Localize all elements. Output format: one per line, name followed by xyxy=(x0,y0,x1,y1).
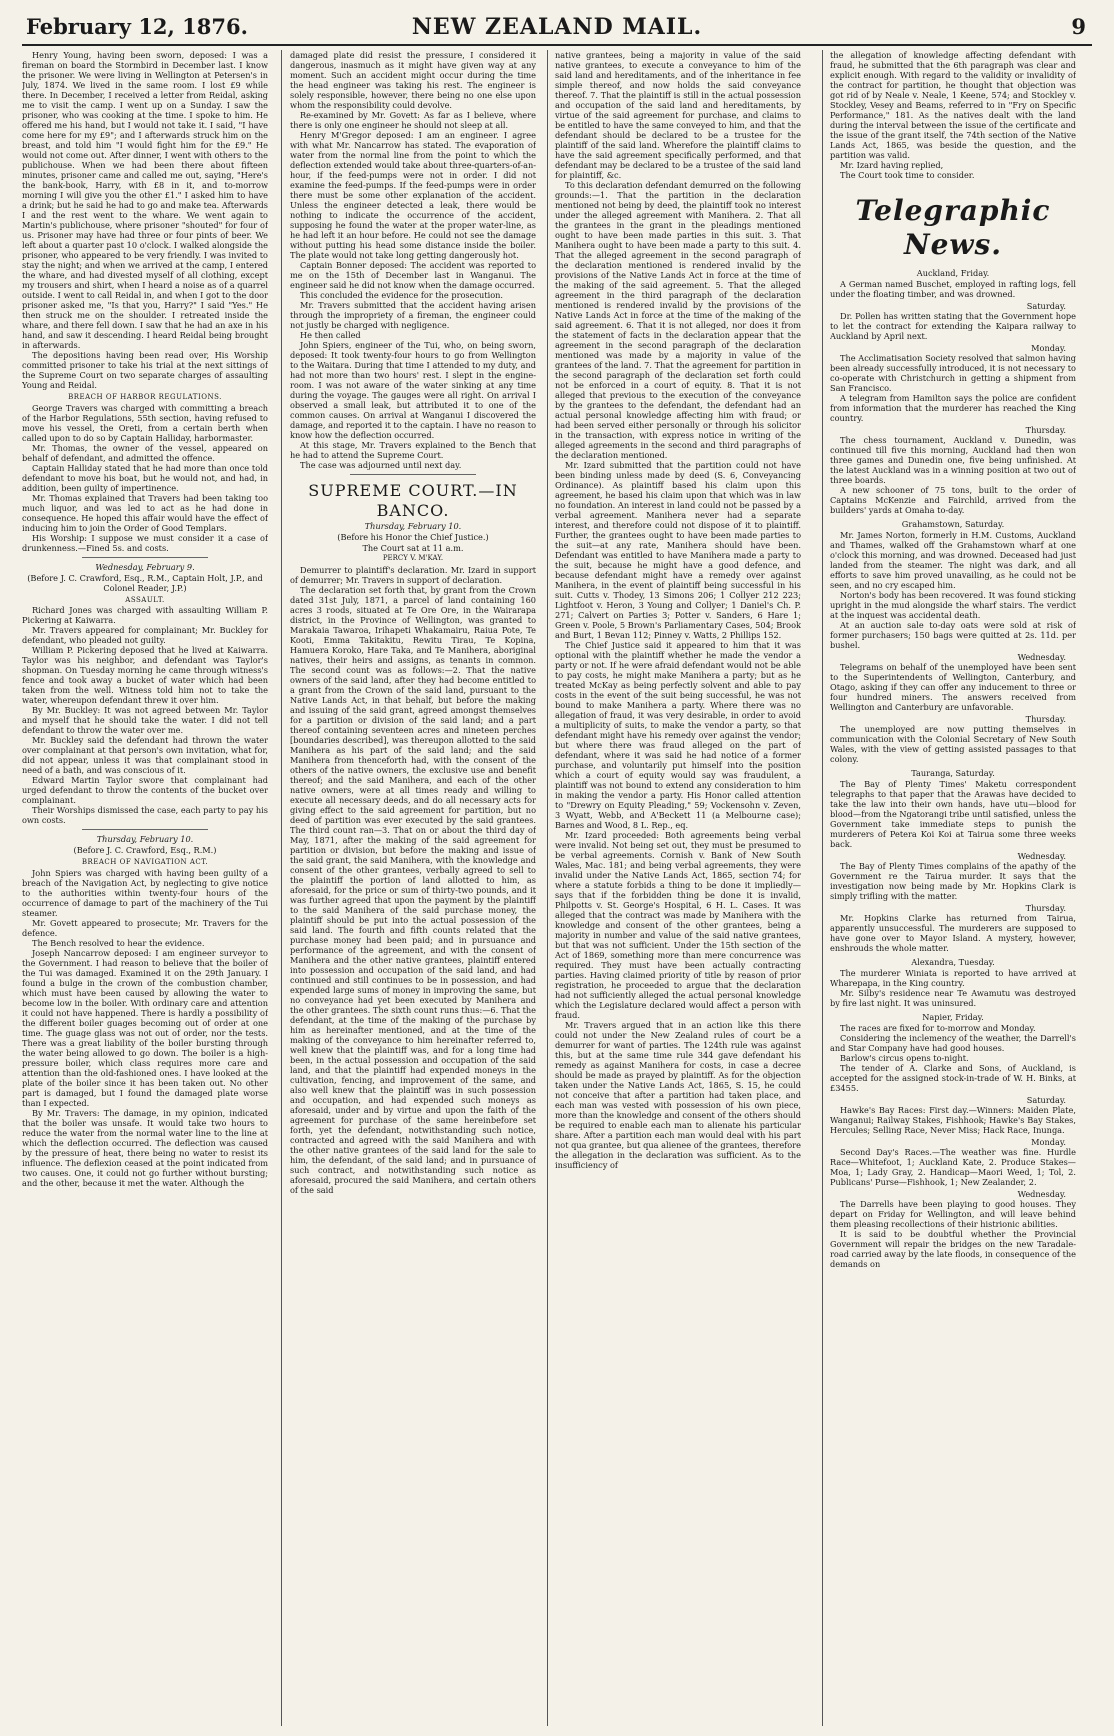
day-heading: Saturday. xyxy=(1026,301,1066,312)
day-heading: Thursday. xyxy=(1025,903,1066,914)
paragraph: The Bench resolved to hear the evidence. xyxy=(32,937,205,948)
bench-heading: (Before J. C. Crawford, Esq., R.M., Captain Holt, J.P., and Colonel Reader, J.P.) xyxy=(27,572,263,593)
paragraph: The Acclimatisation Society resolved that salmon having been already successfully introduced, it is not necessary to co-operate with Christchurch in getting a shipment from San Francisco. xyxy=(830,353,1076,394)
paragraph: The tender of A. Clarke and Sons, of Auckland, is accepted for the assigned stock-in-trade of W. H. Binks, at £3455. xyxy=(830,1063,1076,1094)
issue-date: February 12, 1876. xyxy=(26,14,248,39)
paragraph: Mr. Govett appeared to prosecute; Mr. Travers for the defence. xyxy=(22,917,268,938)
divider xyxy=(82,829,208,830)
paragraph: Dr. Pollen has written stating that the Government hope to let the contract for extending the Kaipara railway to Auckland by April next. xyxy=(830,311,1076,342)
paragraph: William P. Pickering deposed that he lived at Kaiwarra. Taylor was his neighbor, and defendant was Taylor's shopman. On Tuesday morning he came through witness's fence and took away a bucket of water which had been taken from the well. Witness told him not to take the water, whereupon defendant threw it over him. xyxy=(22,645,268,706)
paragraph: By Mr. Travers: The damage, in my opinion, indicated that the boiler was unsafe. It would take two hours to reduce the water from the normal water line to the line at which the deflection occurred. The deflection was caused by the pressure of heat, there being no water to resist its influence. The deflexion ceased at the point indicated from two causes. One, it could not go further without bursting; and the other, because it met the water. Although the xyxy=(22,1107,268,1188)
paragraph: The declaration set forth that, by grant from the Crown dated 31st July, 1871, a parcel of land containing 160 acres 3 roods, situated at Te Ore Ore, in the Wairarapa district, in the Province of Wellington, was granted to Marakaia Tawaroa, Irihapeti Whakamairu, Raiua Pote, Te Kooti, Emma Takitakitu, Rewitu Tirau, Te Kopina, Hamuera Koroko, Hare Taka, and Te Manihera, aboriginal natives, their heirs and assigns, as tenants in common. The second count was as follows:—2. That the native owners of the said land, after they had become entitled to a grant from the Crown of the said land, pursuant to the Native Lands Act, in that behalf, but before the making and issuing of the said grant, agreed amongst themselves for a partition or division of the said land; and a part thereof containing seventeen acres and nineteen perches [boundaries described], was thereupon allotted to the said Manihera as his part of the said land; and the said Manihera from thenceforth had, with the consent of the others of the native owners, the exclusive use and benefit thereof; and the said Manihera, and each of the other native owners, were at all times ready and willing to execute all necessary deeds, and do all necessary acts for giving effect to the said agreement for partition, but no deed of partition was ever executed by the said grantees. The third count ran—3. That on or about the third day of May, 1871, after the making of the said agreement for partition or division, but before the making and issue of the said grant, the said Manihera, with the knowledge and consent of the other grantees, verbally agreed to sell to the plaintiff the portion of land allotted to him, as aforesaid, for the price or sum of thirty-two pounds, and it was further agreed that upon the payment by the plaintiff to the said Manihera of the said purchase money, the plaintiff should be put into the actual possession of the said land. The fourth and fifth counts related that the purchase money had been paid; and in pursuance and performance of the agreement, and with the consent of Manihera and the other native grantees, plaintiff entered into possession and occupation of the said land, and had continued and still continues to be in possession, and had expended large sums of money in improving the same, but no conveyance had yet been executed by Manihera and the other grantees. The sixth count runs thus:—6. That the defendant, at the time of the making of the purchase by him as hereinafter mentioned, and at the time of the making of the conveyance to him hereinafter referred to, well knew that the plaintiff was, and for a long time had been, in the actual possession and occupation of the said land, and that the plaintiff had expended moneys in the cultivation, fencing, and improvement of the same, and also well knew that the plaintiff was in such possession and occupation, and had expended such moneys as aforesaid, under and by virtue and upon the faith of the agreement for purchase of the same hereinbefore set forth, yet the defendant, notwithstanding such notice, contracted and agreed with the said Manihera and with the other native grantees of the said land for the sale to him, the defendant, of the said land; and in pursuance of such contract, and notwithstanding such notice as aforesaid, procured the said Manihera, and certain others of the said xyxy=(290,584,536,1195)
day-heading: Thursday. xyxy=(1025,425,1066,436)
paragraph: Mr. Thomas explained that Travers had been taking too much liquor, and was led to act as he had done in consequence. He hoped this affair would have the effect of inducing him to join the Order of Good Templars. xyxy=(22,492,268,533)
column-4 xyxy=(830,50,1076,1726)
dateline: Auckland, Friday. xyxy=(916,268,990,279)
column-rule xyxy=(281,50,282,1726)
paragraph: His Worship: I suppose we must consider it a case of drunkenness.—Fined 5s. and costs. xyxy=(22,532,268,553)
paragraph: The Chief Justice said it appeared to him that it was optional with the plaintiff whether he made the vendor a party or not. If he were afraid defendant would not be able to pay costs, he might make Manihera a party; but as he treated McKay as being perfectly solvent and able to pay costs in the event of the suit being successful, he was not bound to make Manihera a party. Where there was no allegation of fraud, it was very desirable, in order to avoid a multiplicity of suits, to make the vendor a party, so that defendant might have his remedy over against the vendor; but where there was fraud alleged on the part of defendant, where it was said he had notice of a former purchase, and voluntarily put himself into the position which a court of equity would say was fraudulent, a plaintiff was not bound to extend any consideration to him in making the vendor a party. His Honor called attention to "Drewry on Equity Pleading," 59; Vockensohn v. Zeven, 3 Wyatt, Webb, and A'Beckett 11 (a Melbourne case); Barnes and Wood, 8 L. Rep., eq. xyxy=(555,640,801,830)
paragraph: The Court took time to consider. xyxy=(840,170,975,180)
page-number: 9 xyxy=(1071,14,1086,39)
paragraph: Mr. Travers argued that in an action like this there could not under the New Zealand rules of court be a demurrer for want of parties. The 124th rule was against this, but at the same time rule 344 gave defendant his remedy as against Manihera for costs, in case a decree should be made as prayed by plaintiff. As for the objection taken under the Native Lands Act, 1865, S. 15, he could not conceive that after a partition had taken place, and each man was vested with possession of his own piece, more than the knowledge and consent of the others should be required to enable each man to alienate his particular share. After a partition each man would deal with his part not qua grantee, but qua alienee of the grantees, therefore the allegation in the declaration was sufficient. As to the insufficiency of xyxy=(555,1020,801,1170)
paragraph: Mr. Izard submitted that the partition could not have been binding unless made by deed (S. 6, Conveyancing Ordinance). As plaintiff based his claim upon this agreement, he based his claim upon that which was in law no foundation. An interest in land could not be passed by a verbal agreement. Manihera never had a separate interest, and therefore could not dispose of it to plaintiff. Further, the grantees ought to have been made parties to the suit—at any rate, Manihera should have been. Defendant was entitled to have Manihera made a party to the suit, because he might have a good defence, and because defendant might have a remedy over against Manihera, in the event of plaintiff being successful in his suit. Cutts v. Thodey, 13 Simons 206; 1 Collyer 212 223; Lightfoot v. Heron, 3 Young and Collyer; 1 Daniel's Ch. P. 271; Calvert on Parties 3; Potter v. Sanders, 6 Hare 1; Green v. Poole, 5 Brown's Parliamentary Cases, 504; Brook and Burt, 1 Bevan 112; Pinney v. Watts, 2 Phillips 152. xyxy=(555,460,801,640)
paragraph: Mr. Izard having replied, xyxy=(840,160,944,170)
column-2 xyxy=(290,50,536,1726)
bench-heading: (Before his Honor the Chief Justice.) xyxy=(337,532,489,543)
day-heading: Wednesday. xyxy=(1017,652,1066,663)
day-heading: Wednesday. xyxy=(1017,1189,1066,1200)
telegraphic-news-heading: Telegraphic News. xyxy=(855,194,1051,262)
paragraph: It is said to be doubtful whether the Provincial Government will repair the bridges on the new Taradale-road carried away by the late floods, in consequence of the demands on xyxy=(830,1229,1076,1270)
dateline: Napier, Friday. xyxy=(922,1012,984,1023)
section-heading: BREACH OF NAVIGATION ACT. xyxy=(81,858,209,867)
court-sat-line: The Court sat at 11 a.m. xyxy=(362,543,464,554)
dateline: Alexandra, Tuesday. xyxy=(911,957,995,968)
paragraph: John Spiers, engineer of the Tui, who, on being sworn, deposed: It took twenty-four hours to go from Wellington to the Waitara. During that time I attended to my duty, and had not more than two hours' rest. I slept in the engine-room. I was not aware of the water sinking at any time during the voyage. The gauges were all right. On arrival I observed a small leak, but attributed it to one of the common causes. On arrival at Wanganui I discovered the damage, and reported it to the captain. I have no reason to know how the deflection occurred. xyxy=(290,340,536,440)
paragraph: Captain Halliday stated that he had more than once told defendant to move his boat, but he would not, and had, in addition, been guilty of impertinence. xyxy=(22,462,268,493)
paragraph: Henry Young, having been sworn, deposed: I was a fireman on board the Stormbird in December last. I know the prisoner. We were living in Wellington at Petersen's in July, 1874. We lived in the same room. I lost £9 while there. In December, I received a letter from Reidal, asking me to visit the camp. I went up on a Sunday. I saw the prisoner, who was cooking at the time. I spoke to him. He offered me his hand, but I would not take it. I said, "I have come here for my £9"; and I afterwards struck him on the breast, and told him "I would fight him for the £9." He would not come out. After dinner, I went with others to the publichouse. When we had been there about fifteen minutes, prisoner came and called me out, saying, "Here's the bank-book, Harry, with £8 in it, and to-morrow morning I will give you the other £1." I asked him to have a drink; but he said he had to go and make tea. Afterwards I and the rest went to the whare. We went again to Martin's publichouse, where prisoner "shouted" for four of us. Prisoner may have had three or four pints of beer. We left about a quarter past 10 o'clock. I walked alongside the prisoner, who appeared to be very friendly. I was invited to stay the night; and when we arrived at the camp, I entered the whare, and had divested myself of all clothing, except my trousers and shirt, when I heard a noise as of a quarrel outside. I went to call Reidal in, and when I got to the door prisoner asked me, "Is that you, Harry?" I said "Yes." He then struck me on the shoulder. I retreated inside the whare, and there fell down. I saw that he had an axe in his hand, and saw it descending. I heard Reidal being brought in afterwards. xyxy=(22,50,268,350)
dateline: Grahamstown, Saturday. xyxy=(901,519,1005,530)
day-heading: Saturday. xyxy=(1026,1095,1066,1106)
day-heading: Thursday. xyxy=(1025,714,1066,725)
paragraph: John Spiers was charged with having been guilty of a breach of the Navigation Act, by neglecting to give notice to the authorities within twenty-four hours of the occurrence of damage to part of the machinery of the Tui steamer. xyxy=(22,867,268,918)
paragraph: native grantees, being a majority in value of the said native grantees, to execute a conveyance to him of the said land and hereditaments, and of the inheritance in fee simple thereof, and now holds the said conveyance thereof. 7. That the plaintiff is still in the actual possession and occupation of the said land and hereditaments, by virtue of the said agreement for purchase, and claims to be entitled to have the same conveyed to him, and that the defendant should be declared to be a trustee for the plaintiff of the said land. Wherefore the plaintiff claims to have the said agreement specifically performed, and that defendant may be declared to be a trustee of the said land for plaintiff, &c. xyxy=(555,50,801,180)
page-header xyxy=(22,8,1092,46)
paragraph: A new schooner of 75 tons, built to the order of Captains McKenzie and Fairchild, arrived from the builders' yards at Omaha to-day. xyxy=(830,485,1076,516)
paragraph: Telegrams on behalf of the unemployed have been sent to the Superintendents of Wellington, Canterbury, and Otago, asking if they can offer any inducement to three or four hundred miners. The answers received from Wellington and Canterbury are unfavorable. xyxy=(830,662,1076,713)
paragraph: Hawke's Bay Races: First day.—Winners: Maiden Plate, Wanganui; Railway Stakes, Fishhook; Hawke's Bay Stakes, Hercules; Selling Race, Never Miss; Hack Race, Inunga. xyxy=(830,1105,1076,1136)
day-heading: Wednesday. xyxy=(1017,851,1066,862)
paragraph: Edward Martin Taylor swore that complainant had urged defendant to throw the contents of the bucket over complainant. xyxy=(22,775,268,806)
column-3 xyxy=(555,50,801,1726)
paragraph: The murderer Winiata is reported to have arrived at Wharepapa, in the King country. xyxy=(830,968,1076,989)
section-heading: BREACH OF HARBOR REGULATIONS. xyxy=(68,393,222,401)
paragraph: damaged plate did resist the pressure, I considered it dangerous, inasmuch as it might have given way at any moment. Such an accident might occur during the time the head engineer was taking his rest. The engineer is solely responsible, however, there being no one else upon whom the responsibility could devolve. xyxy=(290,50,536,110)
paragraph: George Travers was charged with committing a breach of the Harbor Regulations, 55th section, having refused to move his vessel, the Oreti, from a certain berth when called upon to do so by Captain Halliday, harbormaster. xyxy=(22,402,268,443)
paragraph: At an auction sale to-day oats were sold at risk of former purchasers; 150 bags were quitted at 2s. 11d. per bushel. xyxy=(830,620,1076,651)
date-heading: Thursday, February 10. xyxy=(96,834,194,845)
paragraph: Mr. Travers submitted that the accident having arisen through the impropriety of a fireman, the engineer could not justly be charged with negligence. xyxy=(290,300,536,330)
paragraph: This concluded the evidence for the prosecution. xyxy=(300,290,504,300)
paragraph: Joseph Nancarrow deposed: I am engineer surveyor to the Government. I had reason to believe that the boiler of the Tui was damaged. Examined it on the 29th January. I found a bulge in the crown of the combustion chamber, which must have been caused by allowing the water to become low in the boiler. With ordinary care and attention it could not have happened. There is hardly a possibility of the different boiler guages becoming out of order at one time. The guage glass was not out of order, nor the tests. There was a great liability of the boiler bursting through the water being allowed to go down. The boiler is a high-pressure boiler, which class requires more care and attention than the old-fashioned ones. I have looked at the plate of the boiler since it has been taken out. No other part is damaged, but I found the damaged plate worse than I expected. xyxy=(22,947,268,1108)
paragraph: Mr. Silby's residence near Te Awamutu was destroyed by fire last night. It was uninsured. xyxy=(830,988,1076,1009)
paragraph: Mr. Buckley said the defendant had thrown the water over complainant at that person's own invitation, what for, did not appear, unless it was that complainant stood in need of a bath, and was conscious of it. xyxy=(22,735,268,776)
paragraph: At this stage, Mr. Travers explained to the Bench that he had to attend the Supreme Court. xyxy=(290,440,536,460)
date-heading: Wednesday, February 9. xyxy=(95,561,195,572)
paragraph: The Bay of Plenty Times complains of the apathy of the Government re the Tairua murder. It says that the investigation now being made by Mr. Hopkins Clark is simply trifling with the matter. xyxy=(830,861,1076,902)
paragraph: Mr. Travers appeared for complainant; Mr. Buckley for defendant, who pleaded not guilty. xyxy=(22,625,268,646)
paragraph: The races are fixed for to-morrow and Monday. xyxy=(840,1023,1036,1034)
paragraph: The unemployed are now putting themselves in communication with the Colonial Secretary of New South Wales, with the view of getting assisted passages to that colony. xyxy=(830,724,1076,765)
newspaper-title: NEW ZEALAND MAIL. xyxy=(411,14,703,40)
column-1 xyxy=(22,50,268,1726)
paragraph: The Bay of Plenty Times' Maketu correspondent telegraphs to that paper that the Arawas have decided to take the law into their own hands, have utu—blood for blood—from the Ngatorangi tribe until satisfied, unless the Government take immediate steps to punish the murderers of Petera Koi Koi at Tairua some three weeks back. xyxy=(830,779,1076,850)
paragraph: A German named Buschet, employed in rafting logs, fell under the floating timber, and was drowned. xyxy=(830,279,1076,300)
day-heading: Monday. xyxy=(1031,343,1066,354)
paragraph: Norton's body has been recovered. It was found sticking upright in the mud alongside the wharf stairs. The verdict at the inquest was accidental death. xyxy=(830,590,1076,621)
paragraph: Considering the inclemency of the weather, the Darrell's and Star Company have had good houses. xyxy=(830,1033,1076,1054)
column-rule xyxy=(547,50,548,1726)
paragraph: He then called xyxy=(300,330,361,340)
date-heading: Thursday, February 10. xyxy=(364,521,462,532)
paragraph: The Darrells have been playing to good houses. They depart on Friday for Wellington, and will leave behind them pleasing recollections of their histrionic abilities. xyxy=(830,1199,1076,1230)
paragraph: Barlow's circus opens to-night. xyxy=(840,1053,969,1064)
paragraph: To this declaration defendant demurred on the following grounds:—1. That the partition in the declaration mentioned not being by deed, the plaintiff took no interest under the alleged agreement with Manihera. 2. That all the grantees in the grant in the pleadings mentioned ought to have been made parties in this suit. 3. That Manihera ought to have been made a party to this suit. 4. That the alleged agreement in the second paragraph of the declaration mentioned is rendered invalid by the provisions of the Native Lands Act in force at the time of the making of the said agreement. 5. That the alleged agreement in the third paragraph of the declaration mentioned is rendered invalid by the provisions of the Native Lands Act in force at the time of the making of the said agreement. 6. That it is not alleged, nor does it from the statement of facts in the declaration appear that the agreement in the second paragraph of the declaration mentioned was made by a majority in value of the grantees of the land. 7. That the agreement for partition in the second paragraph of the declaration set forth could not be enforced in a court of equity. 8. That it is not alleged that previous to the execution of the conveyance by the grantees to the defendant, the defendant had an actual personal knowledge affecting him with fraud; or had been served either personally or through his solicitor in the transaction, with express notice in writing of the alleged agreements in the second and third paragraphs of the declaration mentioned. xyxy=(555,180,801,460)
paragraph: The depositions having been read over, His Worship committed prisoner to take his trial at the next sittings of the Supreme Court on two separate charges of assaulting Young and Reidal. xyxy=(22,350,268,390)
paragraph: Second Day's Races.—The weather was fine. Hurdle Race—Whitefoot, 1; Auckland Kate, 2. Produce Stakes—Moa, 1; Lady Gray, 2. Handicap—Maori Weed, 1; Tol, 2. Publicans' Purse—Fishhook, 1; New Zealander, 2. xyxy=(830,1147,1076,1188)
paragraph: Henry M'Gregor deposed: I am an engineer. I agree with what Mr. Nancarrow has stated. The evaporation of water from the normal line from the point to which the deflection extended would take about three-quarters-of-an-hour, if the feed-pumps were not in order. I did not examine the feed-pumps. If the feed-pumps were in order there must be some other explanation of the accident. Unless the engineer detected a leak, there would be nothing to indicate the occurrence of the accident, supposing he found the water at the proper water-line, as he had left it an hour before. He could not see the damage without putting his head some distance inside the boiler. The plate would not take long getting dangerously hot. xyxy=(290,130,536,260)
dateline: Tauranga, Saturday. xyxy=(911,768,995,779)
paragraph: By Mr. Buckley: It was not agreed between Mr. Taylor and myself that he should take the water. I did not tell defendant to throw the water over me. xyxy=(22,705,268,736)
day-heading: Monday. xyxy=(1031,1137,1066,1148)
case-title: PERCY V. M'KAY. xyxy=(382,554,444,563)
paragraph: Their Worships dismissed the case, each party to pay his own costs. xyxy=(22,805,268,826)
column-rule xyxy=(822,50,823,1726)
divider xyxy=(82,557,208,558)
paragraph: Re-examined by Mr. Govett: As far as I believe, where there is only one engineer he should not sleep at all. xyxy=(290,110,536,130)
section-heading: ASSAULT. xyxy=(125,595,165,604)
paragraph: Mr. James Norton, formerly in H.M. Customs, Auckland and Thames, walked off the Grahamstown wharf at one o'clock this morning, and was drowned. Deceased had just landed from the steamer. The night was dark, and all efforts to save him proved unavailing, as he could not be seen, and no cry escaped him. xyxy=(830,530,1076,591)
paragraph: The chess tournament, Auckland v. Dunedin, was continued till five this morning, Auckland had then won three games and Dunedin one, five being unfinished. At the latest Auckland was in a winning position at two out of three boards. xyxy=(830,435,1076,486)
bench-heading: (Before J. C. Crawford, Esq., R.M.) xyxy=(73,845,217,856)
paragraph: Captain Bonner deposed: The accident was reported to me on the 15th of December last in Wanganui. The engineer said he did not know when the damage occurred. xyxy=(290,260,536,290)
paragraph: The case was adjourned until next day. xyxy=(300,460,462,470)
divider xyxy=(350,474,476,475)
paragraph: Mr. Thomas, the owner of the vessel, appeared on behalf of defendant, and admitted the offence. xyxy=(22,442,268,463)
paragraph: Demurrer to plaintiff's declaration. Mr. Izard in support of demurrer; Mr. Travers in support of declaration. xyxy=(290,564,536,585)
paragraph: Richard Jones was charged with assaulting William P. Pickering at Kaiwarra. xyxy=(22,605,268,626)
paragraph: Mr. Hopkins Clarke has returned from Tairua, apparently unsuccessful. The murderers are supposed to have gone over to Mayor Island. A mystery, however, enshrouds the whole matter. xyxy=(830,913,1076,954)
paragraph: A telegram from Hamilton says the police are confident from information that the murderer has reached the King country. xyxy=(830,393,1076,424)
section-title: SUPREME COURT.—IN BANCO. xyxy=(308,481,518,520)
paragraph: Mr. Izard proceeded: Both agreements being verbal were invalid. Not being set out, they must be presumed to be verbal agreements. Cornish v. Bank of New South Wales, Mac. 181; and being verbal agreements, they were invalid under the Native Lands Act, 1865, section 74; for where a statute forbids a thing to be done it impliedly—says that if the forbidden thing be done it is invalid, Philpotts v. St. George's Hospital, 6 H. L. Cases. It was alleged that the contract was made by Manihera with the knowledge and consent of the other grantees, being a majority in number and value of the said native grantees, but that was not sufficient. Under the 15th section of the Act of 1869, something more than mere concurrence was required. They must have been actually contracting parties. Having claimed priority of title by reason of prior registration, he proceeded to argue that the declaration had not sufficiently alleged the actual personal knowledge which the Legislature declared would affect a person with fraud. xyxy=(555,830,801,1020)
paragraph: the allegation of knowledge affecting defendant with fraud, he submitted that the 6th paragraph was clear and explicit enough. With regard to the validity or invalidity of the contract for partition, he thought that objection was got rid of by Neale v. Neale, 1 Keene, 574; and Stockley v. Stockley, Vesey and Beams, referred to in "Fry on Specific Performance," 181. As the natives dealt with the land during the interval between the issue of the certificate and the issue of the grant itself, the 74th section of the Native Lands Act, 1865, was beside the question, and the partition was valid. xyxy=(830,50,1076,160)
